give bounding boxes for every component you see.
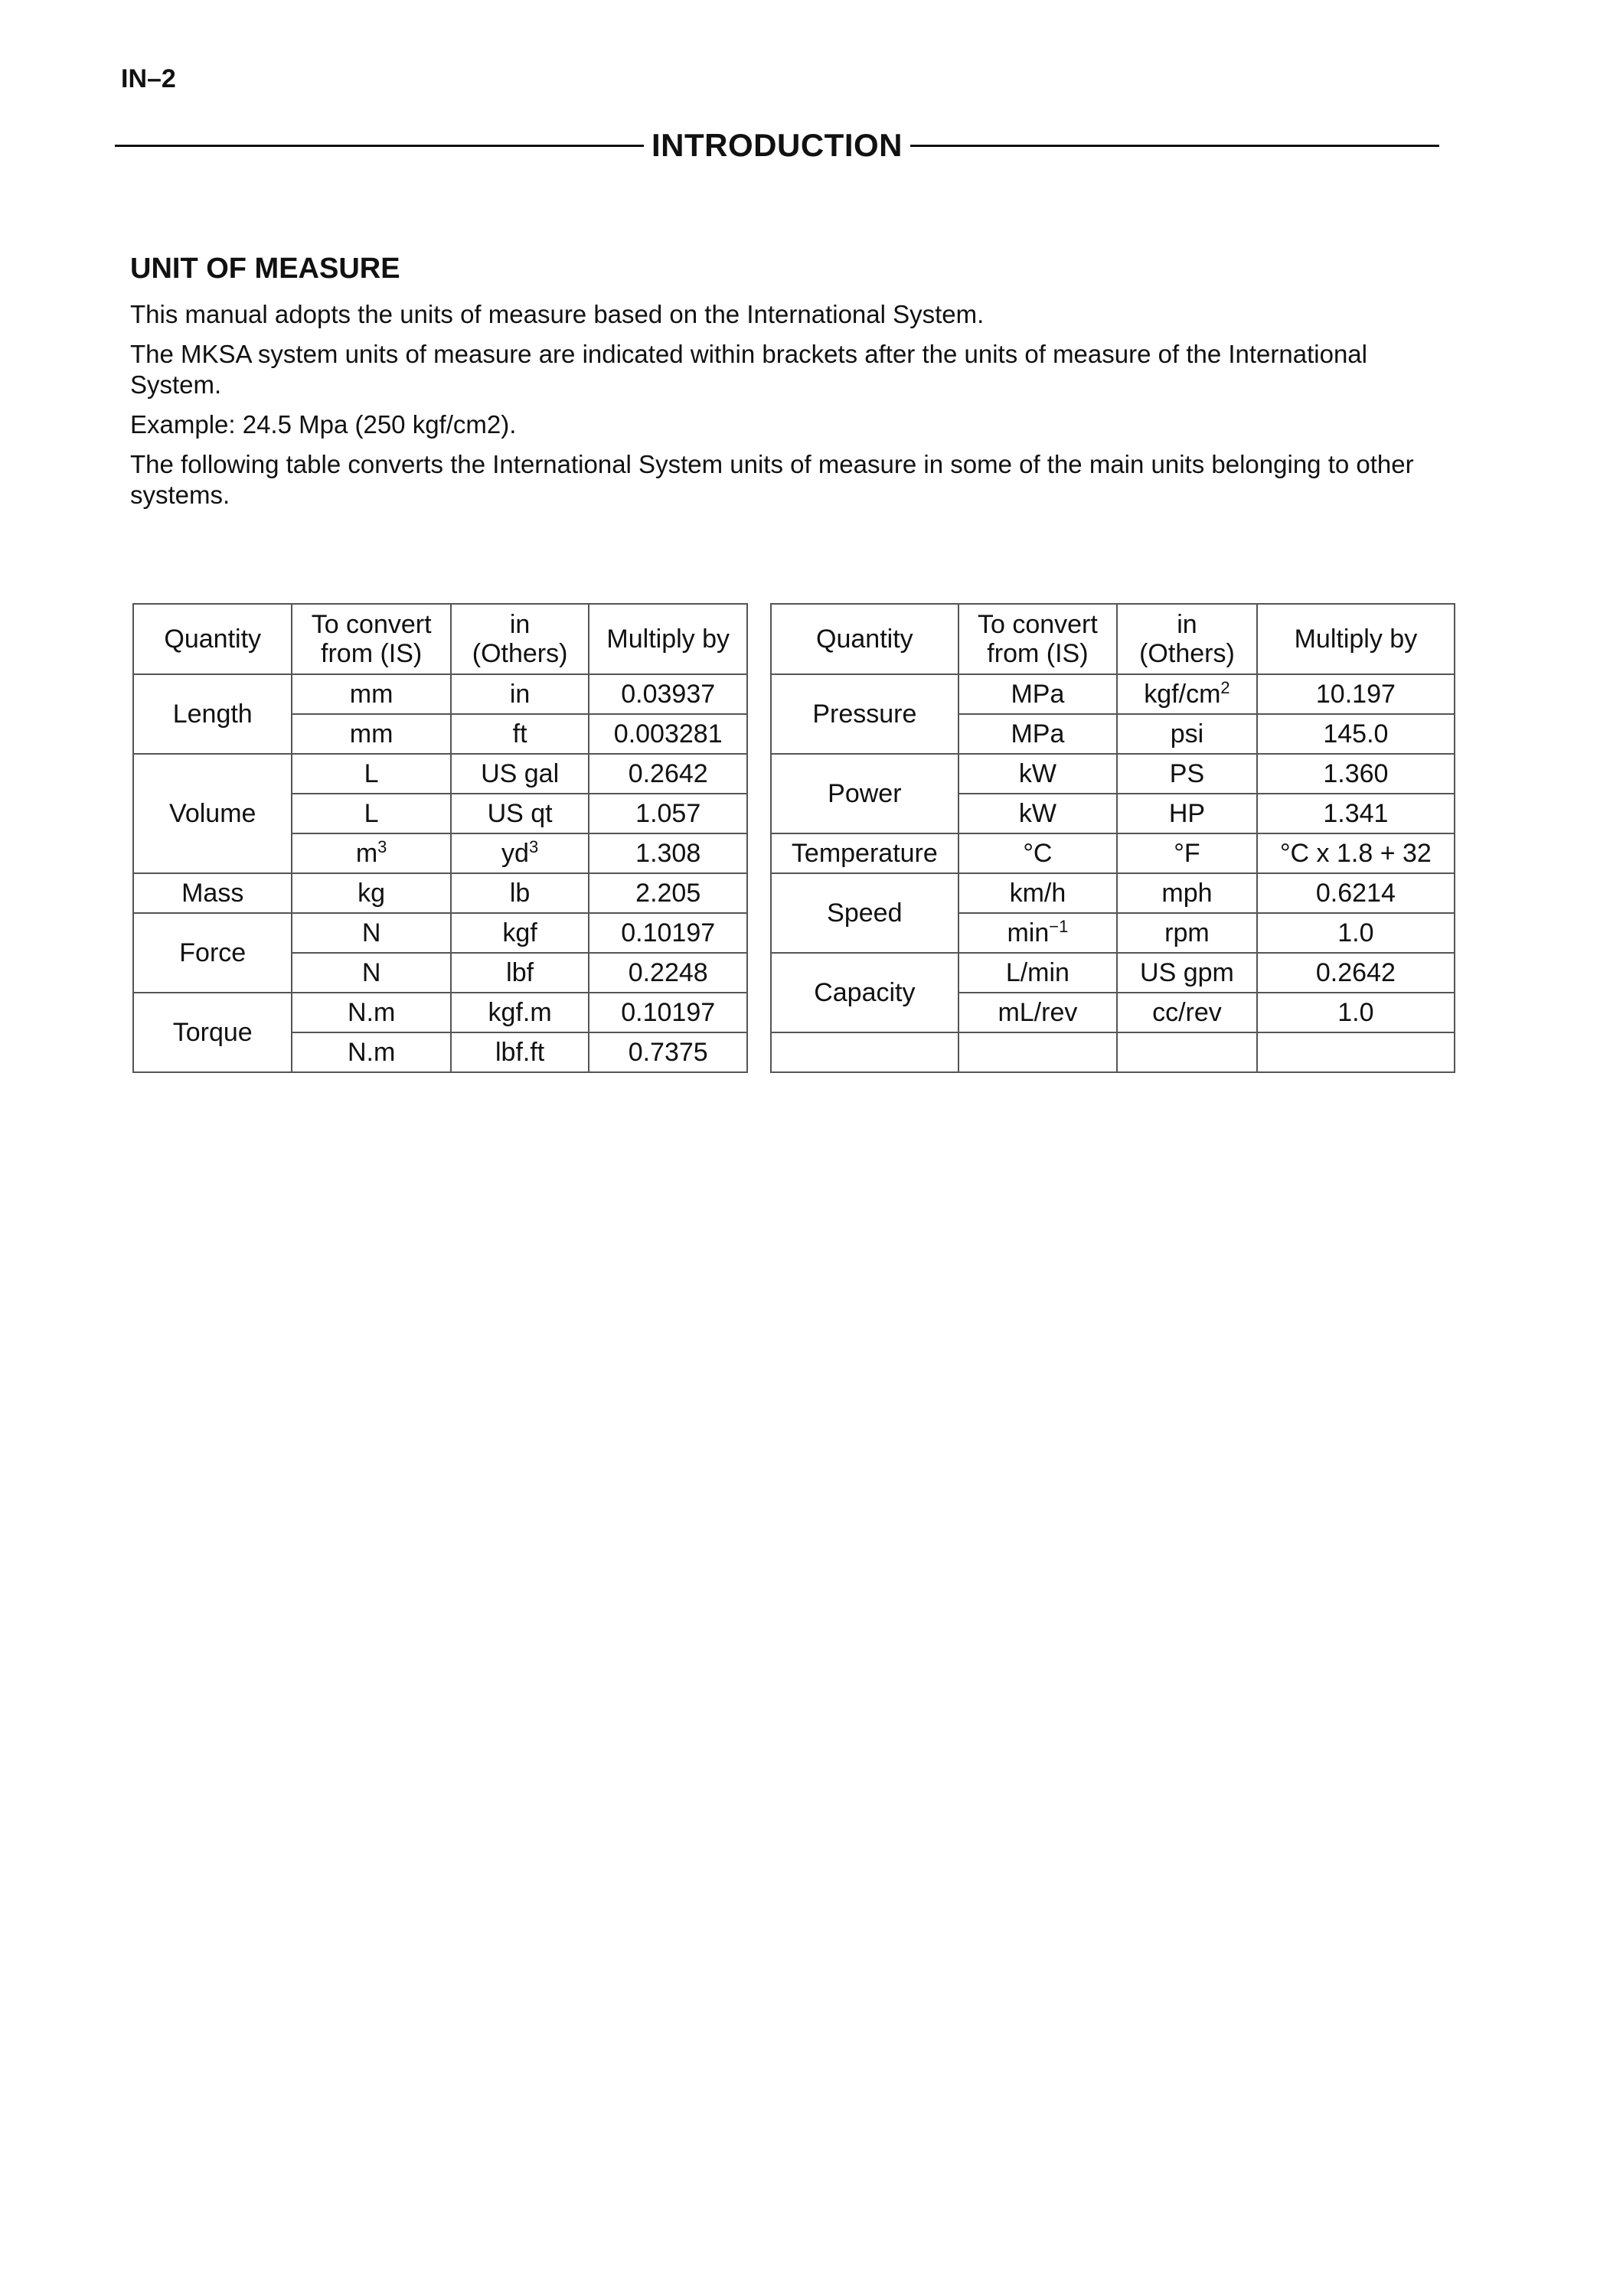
- table-row: [133, 913, 747, 953]
- table-row: [771, 754, 1455, 794]
- header-in-others: in (Others): [1117, 604, 1257, 674]
- header-title: INTRODUCTION: [651, 127, 903, 163]
- factor-cell: 0.003281: [589, 714, 747, 754]
- to-unit-cell: kgf.m: [451, 993, 589, 1032]
- factor-cell: 0.2642: [589, 754, 747, 794]
- table-row: [771, 953, 1455, 993]
- header-rule-left: [115, 145, 644, 147]
- to-unit-cell: US qt: [451, 794, 589, 833]
- table-row: [133, 674, 747, 714]
- from-unit-cell: kg: [292, 873, 450, 913]
- empty-table-row: [771, 1032, 1455, 1072]
- unit-of-measure-section: [130, 253, 1447, 520]
- factor-cell: 1.341: [1257, 794, 1455, 833]
- quantity-cell-temperature: Temperature: [771, 833, 958, 873]
- header-quantity: Quantity: [133, 604, 292, 674]
- to-unit-cell: mph: [1117, 873, 1257, 913]
- empty-cell: [771, 1032, 958, 1072]
- section-title: UNIT OF MEASURE: [130, 253, 400, 285]
- factor-cell: 0.6214: [1257, 873, 1455, 913]
- table-row: [133, 754, 747, 794]
- table-row: [771, 674, 1455, 714]
- to-unit-cell: lb: [451, 873, 589, 913]
- empty-cell: [1257, 1032, 1455, 1072]
- to-unit-cell: PS: [1117, 754, 1257, 794]
- factor-cell: 1.0: [1257, 913, 1455, 953]
- to-unit-cell: lbf.ft: [451, 1032, 589, 1072]
- from-unit-cell: N.m: [292, 993, 450, 1032]
- factor-cell: 0.2642: [1257, 953, 1455, 993]
- to-unit-cell: kgf: [451, 913, 589, 953]
- from-unit-cell: $\min^{-1}$: [958, 913, 1117, 953]
- to-unit-cell: US gpm: [1117, 953, 1257, 993]
- factor-cell: 0.2248: [589, 953, 747, 993]
- to-unit-cell: cc/rev: [1117, 993, 1257, 1032]
- header-convert-from: To convert from (IS): [292, 604, 450, 674]
- header-in-others: in (Others): [451, 604, 589, 674]
- from-unit-cell: MPa: [958, 674, 1117, 714]
- factor-cell: 0.10197: [589, 993, 747, 1032]
- table-row: [771, 833, 1455, 873]
- table-row: [133, 993, 747, 1032]
- to-unit-cell: kgf/$cm^2$: [1117, 674, 1257, 714]
- table-header-row: [133, 604, 747, 674]
- from-unit-cell: N: [292, 913, 450, 953]
- factor-cell: 0.10197: [589, 913, 747, 953]
- from-unit-cell: kW: [958, 794, 1117, 833]
- header-multiply-by: Multiply by: [1257, 604, 1455, 674]
- quantity-cell-force: Force: [133, 913, 292, 993]
- header-quantity: Quantity: [771, 604, 958, 674]
- from-unit-cell: kW: [958, 754, 1117, 794]
- factor-cell: 1.308: [589, 833, 747, 873]
- from-unit-cell: MPa: [958, 714, 1117, 754]
- to-unit-cell: rpm: [1117, 913, 1257, 953]
- to-unit-cell: °F: [1117, 833, 1257, 873]
- factor-cell: 0.03937: [589, 674, 747, 714]
- quantity-cell-mass: Mass: [133, 873, 292, 913]
- page-header: [115, 122, 1439, 168]
- from-unit-cell: L/min: [958, 953, 1117, 993]
- conversion-table-left: [132, 603, 748, 1073]
- factor-cell: 1.057: [589, 794, 747, 833]
- quantity-cell-volume: Volume: [133, 754, 292, 873]
- conversion-tables: [132, 603, 1455, 1072]
- table-row: [133, 873, 747, 913]
- factor-cell: 2.205: [589, 873, 747, 913]
- to-unit-cell: ft: [451, 714, 589, 754]
- from-unit-cell: $m^3$: [292, 833, 450, 873]
- header-multiply-by: Multiply by: [589, 604, 747, 674]
- factor-cell: 10.197: [1257, 674, 1455, 714]
- page-number: IN–2: [121, 64, 176, 93]
- mksa-paragraph: The MKSA system units of measure are indicated within brackets after the units of measure of the International System.: [130, 340, 1367, 399]
- from-unit-cell: mL/rev: [958, 993, 1117, 1032]
- from-unit-cell: mm: [292, 714, 450, 754]
- factor-cell: 145.0: [1257, 714, 1455, 754]
- header-rule-right: [910, 145, 1439, 147]
- to-unit-cell: in: [451, 674, 589, 714]
- to-unit-cell: psi: [1117, 714, 1257, 754]
- from-unit-cell: L: [292, 794, 450, 833]
- header-convert-from: To convert from (IS): [958, 604, 1117, 674]
- quantity-cell-torque: Torque: [133, 993, 292, 1072]
- quantity-cell-power: Power: [771, 754, 958, 833]
- table-row: [771, 873, 1455, 913]
- quantity-cell-pressure: Pressure: [771, 674, 958, 754]
- quantity-cell-speed: Speed: [771, 873, 958, 953]
- quantity-cell-capacity: Capacity: [771, 953, 958, 1032]
- factor-cell: 1.360: [1257, 754, 1455, 794]
- from-unit-cell: mm: [292, 674, 450, 714]
- empty-cell: [958, 1032, 1117, 1072]
- from-unit-cell: °C: [958, 833, 1117, 873]
- to-unit-cell: HP: [1117, 794, 1257, 833]
- factor-cell: 0.7375: [589, 1032, 747, 1072]
- from-unit-cell: km/h: [958, 873, 1117, 913]
- to-unit-cell: US gal: [451, 754, 589, 794]
- table-header-row: [771, 604, 1455, 674]
- factor-cell: 1.0: [1257, 993, 1455, 1032]
- conversion-table-right: [770, 603, 1455, 1073]
- from-unit-cell: N.m: [292, 1032, 450, 1072]
- quantity-cell-length: Length: [133, 674, 292, 754]
- to-unit-cell: $yd^3$: [451, 833, 589, 873]
- from-unit-cell: N: [292, 953, 450, 993]
- intro-paragraph: This manual adopts the units of measure based on the International System.: [130, 300, 985, 328]
- example-paragraph: Example: 24.5 Mpa (250 kgf/cm2).: [130, 410, 517, 439]
- table-intro-paragraph: The following table converts the International System units of measure in some of the main units belonging to other systems.: [130, 450, 1414, 509]
- empty-cell: [1117, 1032, 1257, 1072]
- from-unit-cell: L: [292, 754, 450, 794]
- factor-cell: °C x 1.8 + 32: [1257, 833, 1455, 873]
- to-unit-cell: lbf: [451, 953, 589, 993]
